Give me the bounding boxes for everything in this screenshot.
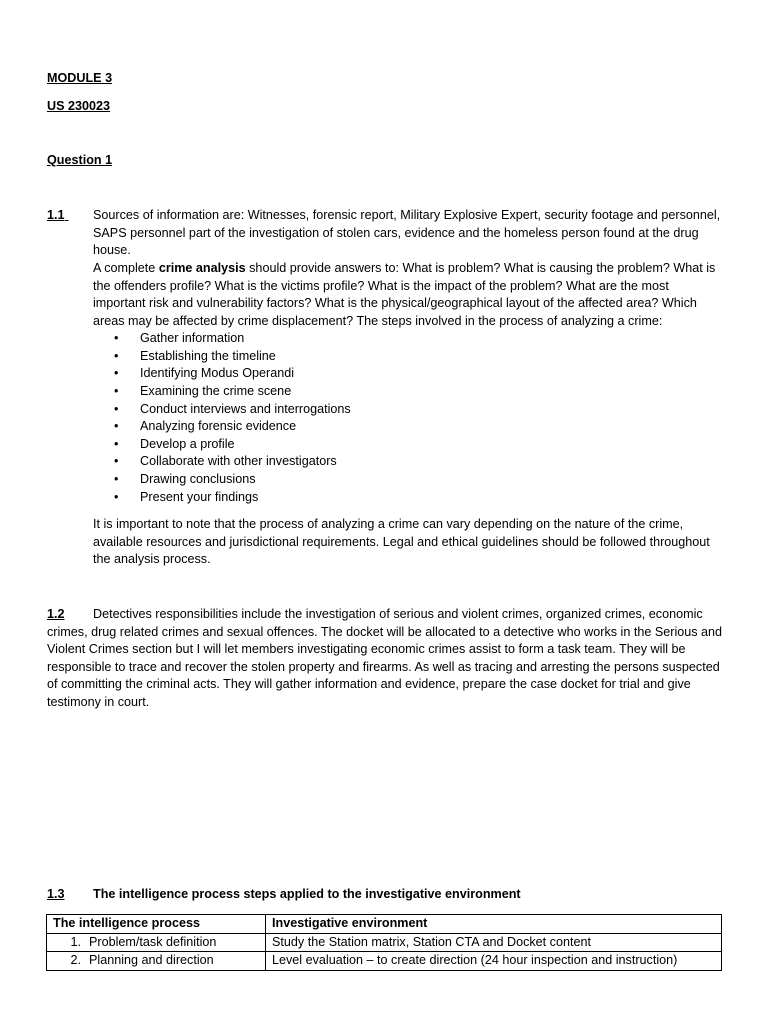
table-cell-step: [47, 933, 266, 952]
table-cell-environment: Study the Station matrix, Station CTA and Docket content: [266, 933, 722, 952]
section-1-2-text: Detectives responsibilities include the investigation of serious and violent crimes, organized crimes, economic crimes, drug related crimes and sexual offences. The docket will be allocated to a detective who works in the Serious and Violent Crimes section but I will let members investigating economic crimes assist to form a task team. They will be responsible to trace and recover the stolen property and firearms. As well as tracing and arresting the persons suspected of committing the criminal acts. They will gather information and evidence, prepare the case docket for trial and give testimony in court.: [47, 607, 723, 709]
list-item-label: Develop a profile: [140, 436, 235, 451]
table-header-row: [47, 915, 722, 934]
list-item: [114, 383, 351, 401]
bullet-icon: •: [114, 454, 119, 469]
list-item: [114, 330, 351, 348]
list-item: [114, 436, 351, 454]
crime-analysis-steps-list: [114, 330, 351, 506]
bullet-icon: •: [114, 489, 119, 504]
bullet-icon: •: [114, 348, 119, 363]
table-cell-step: [47, 952, 266, 971]
list-item-label: Drawing conclusions: [140, 472, 256, 487]
list-item-label: Establishing the timeline: [140, 348, 276, 363]
analysis-text-post: should provide answers to: What is problem? What is causing the problem? What is the offenders profile? What is the victims profile? What is the impact of the problem? What are the most important risk and vulnerability factors? What is the physical/geographical layout of the affected area? Which areas may be affected by crime displacement? The steps involved in the process of analyzing a crime:: [93, 261, 716, 328]
intelligence-process-table: [46, 914, 722, 971]
bullet-icon: •: [114, 331, 119, 345]
step-number: 2.: [70, 953, 81, 968]
bullet-icon: •: [114, 401, 119, 416]
list-item-label: Analyzing forensic evidence: [140, 419, 297, 434]
bullet-icon: •: [114, 436, 119, 451]
bullet-icon: •: [114, 383, 119, 398]
table-cell-environment: Level evaluation – to create direction (24 hour inspection and instruction): [266, 952, 722, 971]
list-item-label: Identifying Modus Operandi: [140, 366, 295, 381]
section-1-1-tab-underline: [65, 207, 93, 221]
step-label: Planning and direction: [89, 953, 214, 968]
section-1-1-note: It is important to note that the process of analyzing a crime can vary depending on the nature of the crime, available resources and jurisdictional requirements. Legal and ethical guidelines should be followed throughout the analysis process.: [93, 517, 710, 567]
list-item: [114, 401, 351, 419]
section-1-3-title: The intelligence process steps applied to the investigative environment: [93, 887, 521, 901]
list-item: [114, 365, 351, 383]
bullet-icon: •: [114, 472, 119, 487]
list-item-label: Examining the crime scene: [140, 383, 292, 398]
section-1-3-number: 1.3: [47, 887, 65, 901]
section-1-2-number: 1.2: [47, 607, 65, 621]
list-item-label: Gather information: [140, 331, 245, 345]
step-label: Problem/task definition: [89, 934, 217, 949]
list-item-label: Collaborate with other investigators: [140, 454, 337, 469]
bullet-icon: •: [114, 419, 119, 434]
column-header-intelligence-process: The intelligence process: [47, 915, 266, 934]
list-item: [114, 489, 351, 507]
list-item: [114, 471, 351, 489]
column-header-investigative-environment: Investigative environment: [266, 915, 722, 934]
bullet-icon: •: [114, 366, 119, 381]
module-heading: MODULE 3: [47, 71, 113, 85]
list-item: [114, 453, 351, 471]
section-1-1-number: 1.1: [47, 208, 65, 222]
list-item-label: Present your findings: [140, 489, 259, 504]
table-row: [47, 952, 722, 971]
analysis-bold-term: crime analysis: [158, 261, 246, 275]
list-item: [114, 348, 351, 366]
table-row: [47, 933, 722, 952]
list-item-label: Conduct interviews and interrogations: [140, 401, 351, 416]
section-1-1-sources: Sources of information are: Witnesses, forensic report, Military Explosive Expert, security footage and personnel, SAPS personnel part of the investigation of stolen cars, evidence and the homeless person found at the drug house.: [93, 208, 721, 258]
question-heading: Question 1: [47, 153, 113, 167]
section-1-1-crime-analysis: [93, 260, 723, 330]
unit-standard-heading: US 230023: [47, 99, 111, 113]
step-number: 1.: [70, 934, 81, 949]
section-1-2: [47, 606, 723, 712]
list-item: [114, 418, 351, 436]
analysis-text-pre: A complete: [93, 261, 159, 275]
